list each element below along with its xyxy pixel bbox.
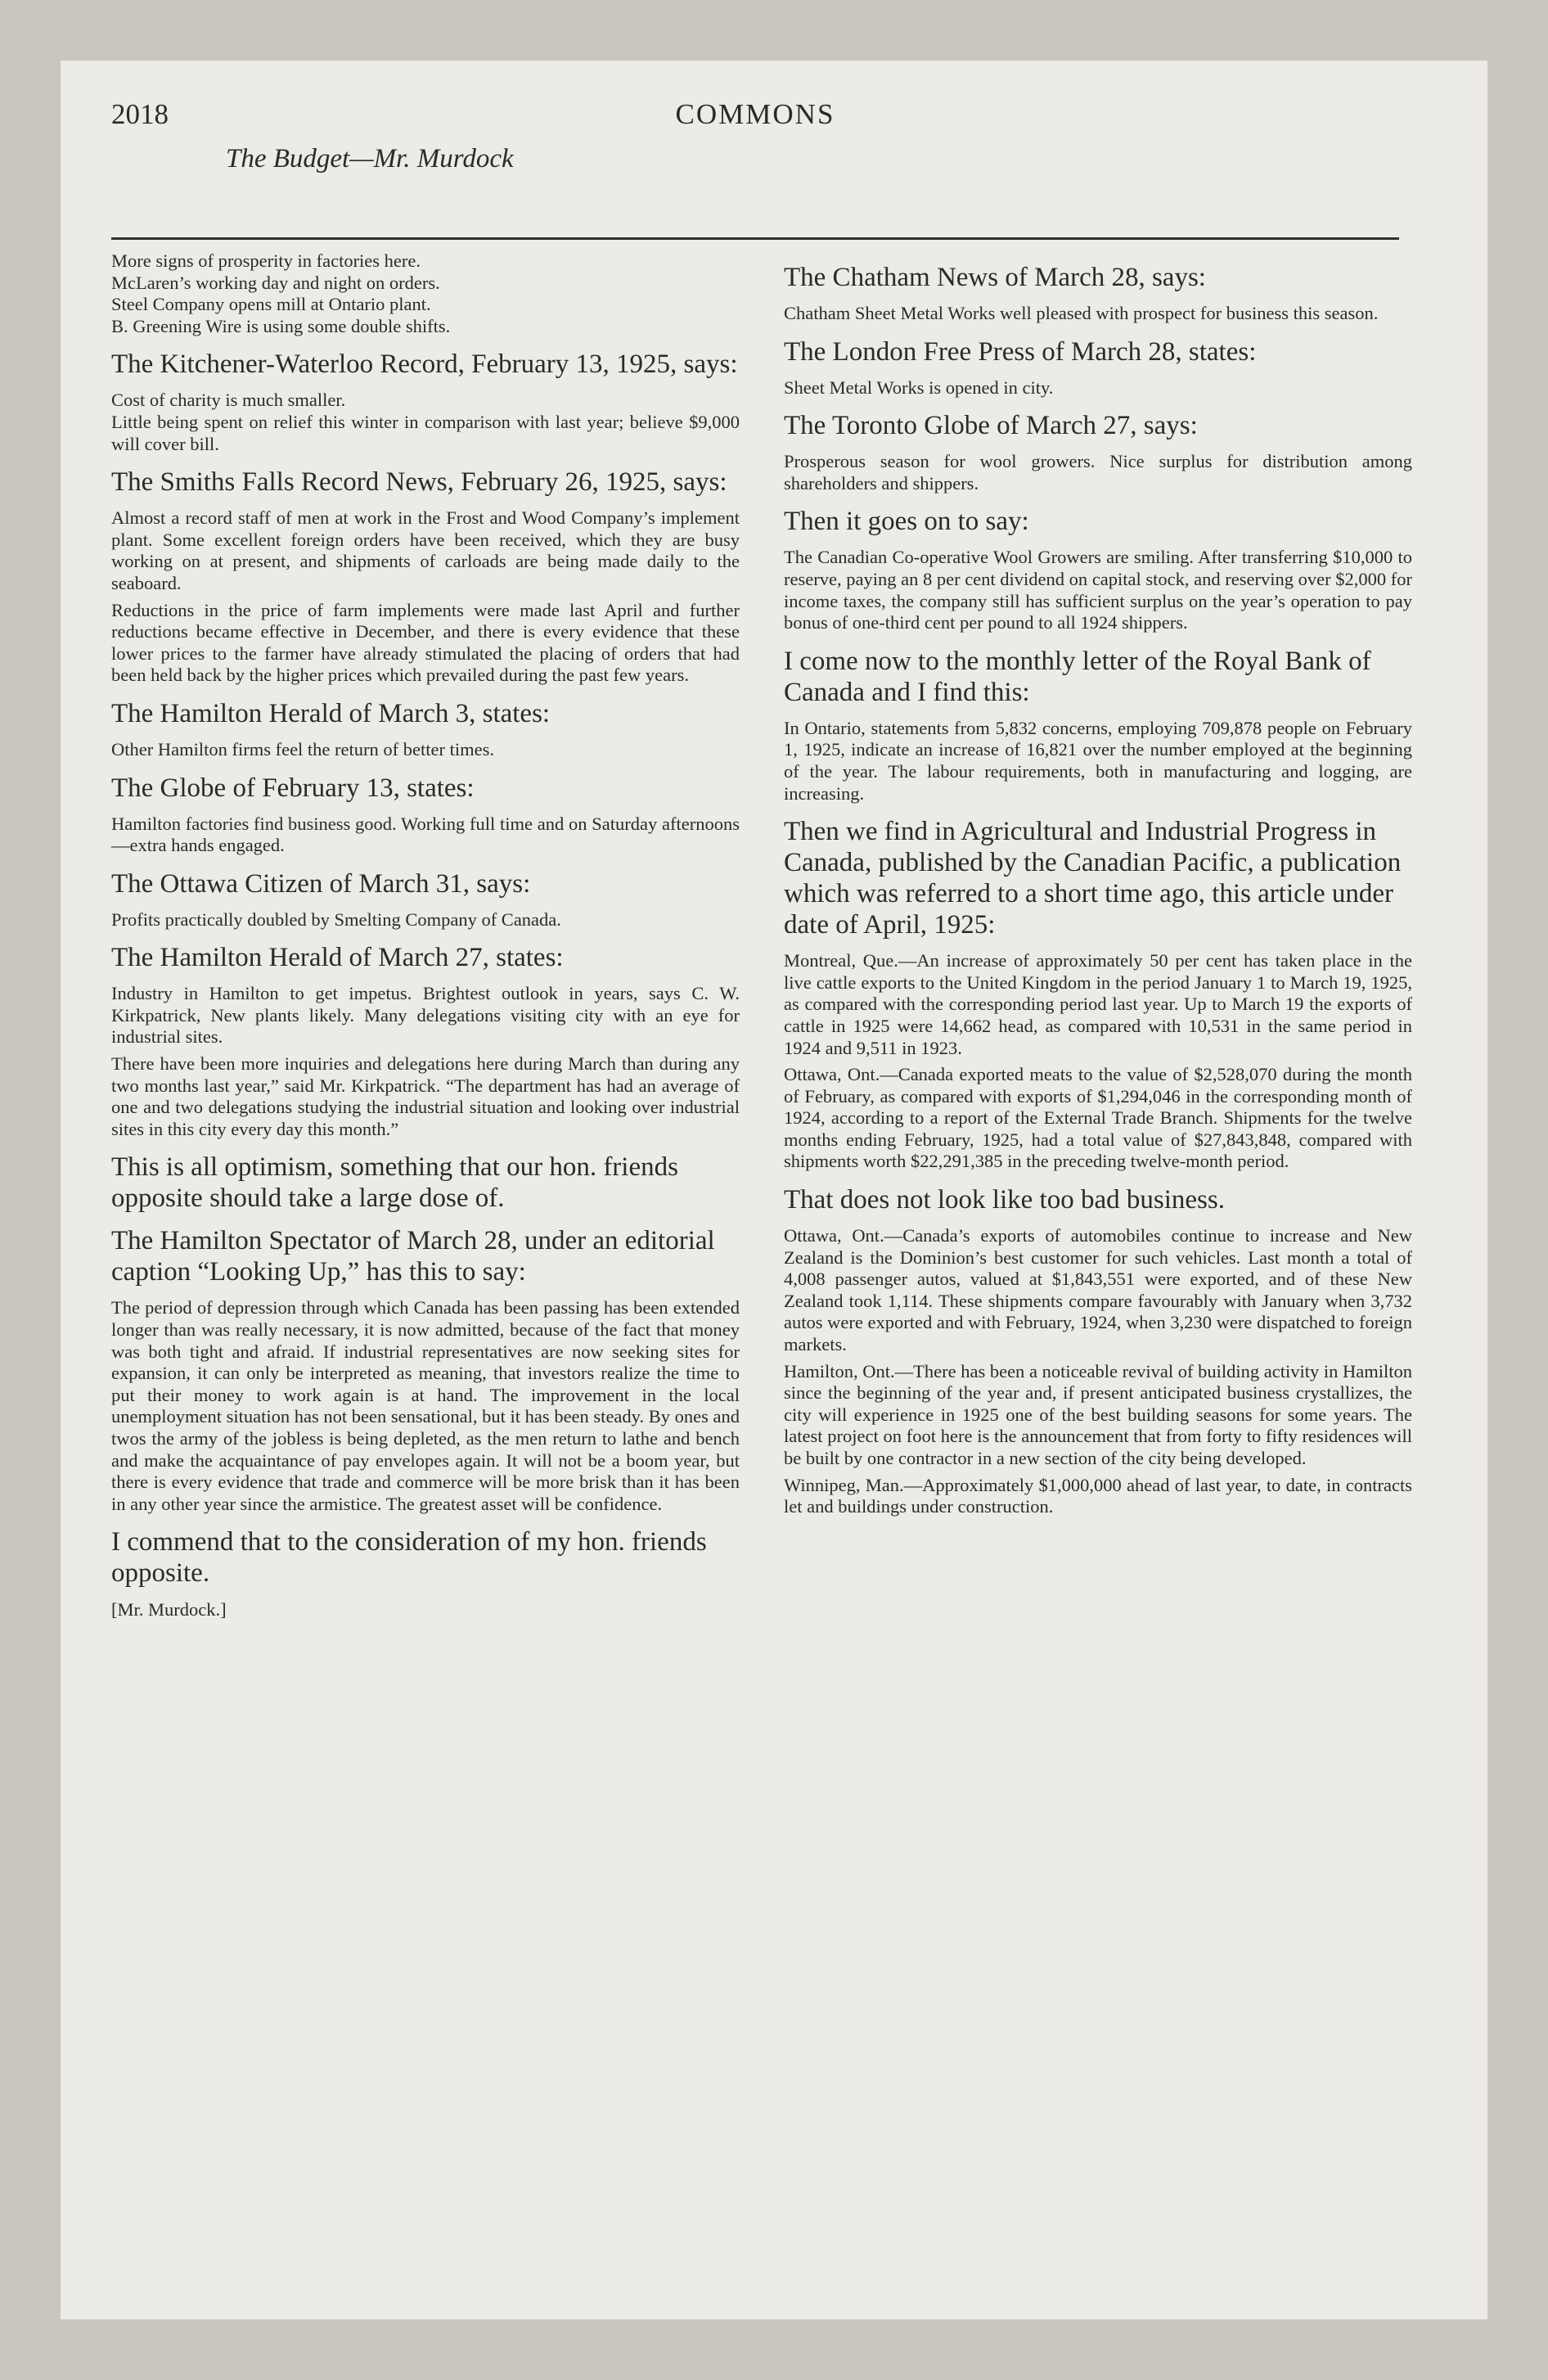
source-heading: Then we find in Agricultural and Industrial Progress in Canada, published by the Canadian Pacific, a publication which was referred to a short time ago, this article under date of April, 1925: (784, 817, 1402, 940)
source-heading: I come now to the monthly letter of the Royal Bank of Canada and I find this: (784, 646, 1371, 707)
source-heading: The London Free Press of March 28, states: (784, 336, 1257, 367)
source-heading: The Chatham News of March 28, says: (784, 263, 1206, 292)
quoted-paragraph: Ottawa, Ont.—Canada exported meats to the value of $2,528,070 during the month of February, as compared with exports of $1,294,046 in the corresponding month of 1924, according to a report of the External Trade Branch. Shipments for the twelve months ending February, 1925, had a total value of $27,843,848, compared with shipments worth $22,291,385 in the preceding twelve-month period. (784, 1064, 1412, 1172)
source-heading: The Kitchener-Waterloo Record, February 13, 1925, says: (111, 349, 738, 380)
quoted-paragraph: Montreal, Que.—An increase of approximately 50 per cent has taken place in the live cattle exports to the United Kingdom in the period January 1 to March 19, 1925, as compared with the corresponding period last year. Up to March 19 the exports of cattle in 1925 were 14,662 head, as compared with 10,531 in the same period in 1924 and 9,511 in 1923. (784, 950, 1412, 1058)
quoted-paragraph: Hamilton, Ont.—There has been a noticeable revival of building activity in Hamilton since the beginning of the year and, if present anticipated business crystallizes, the city will experience in 1925 one of the best building seasons for some years. The latest project on foot here is the announcement that from forty to fifty residences will be built by one contractor in a new section of the city being developed. (784, 1360, 1412, 1468)
source-heading: Then it goes on to say: (784, 507, 1029, 537)
quoted-paragraph: Winnipeg, Man.—Approximately $1,000,000 ahead of last year, to date, in contracts let and buildings under construction. (784, 1474, 1412, 1517)
quoted-paragraph: Profits practically doubled by Smelting Company of Canada. (111, 908, 561, 930)
quoted-paragraph: In Ontario, statements from 5,832 concerns, employing 709,878 people on February 1, 1925, indicate an increase of 16,821 over the number employed at the beginning of the year. The labour requirements, both in manufacturing and logging, are increasing. (784, 717, 1412, 804)
right-column (784, 250, 1412, 1523)
source-heading: I commend that to the consideration of my hon. friends opposite. (111, 1527, 707, 1589)
quoted-paragraph: Other Hamilton firms feel the return of better times. (111, 738, 494, 760)
quoted-paragraph: The period of depression through which Canada has been passing has been extended longer than was really necessary, it is now admitted, because of the fact that money was both tight and afraid. If industrial representatives are now seeking sites for expansion, it can only be interpreted as meaning, that investors realize the time to put their money to work again is at hand. The improvement in the local unemployment situation has not been sensational, but it has been steady. By ones and twos the army of the jobless is being depleted, as the men return to lathe and bench and make the acquaintance of pay envelopes again. It will not be a boom year, but there is every evidence that trade and commerce will be more brisk than it has been in any other year since the armistice. The greatest asset will be confidence. (111, 1297, 740, 1514)
quoted-paragraph: Ottawa, Ont.—Canada’s exports of automobiles continue to increase and New Zealand is the Dominion’s best customer for such vehicles. Last month a total of 4,008 passenger autos, valued at $1,843,551 were exported, and of these New Zealand took 1,114. These shipments compare favourably with January when 3,732 autos were exported and with February, 1924, when 3,230 were dispatched to foreign markets. (784, 1225, 1412, 1355)
source-heading: The Hamilton Herald of March 27, states: (111, 943, 564, 973)
quoted-paragraph: Almost a record staff of men at work in the Frost and Wood Company’s implement plant. Some excellent foreign orders have been received, which they are busy working on at present, and shipments of carloads are being made daily to the seaboard. (111, 507, 740, 593)
running-head: The Budget—Mr. Murdock (226, 144, 514, 174)
source-heading: The Toronto Globe of March 27, says: (784, 411, 1198, 441)
section-title: COMMONS (675, 98, 835, 130)
quoted-paragraph: Cost of charity is much smaller. Little being spent on relief this winter in comparison with last year; believe $9,000 will cover bill. (111, 390, 740, 454)
source-heading: The Hamilton Spectator of March 28, under an editorial caption “Looking Up,” has this to say: (111, 1226, 715, 1287)
quoted-paragraph: Sheet Metal Works is opened in city. (784, 376, 1054, 398)
left-column (111, 250, 740, 1620)
source-heading: The Hamilton Herald of March 3, states: (111, 698, 551, 728)
source-heading: The Ottawa Citizen of March 31, says: (111, 868, 531, 899)
quoted-paragraph: The Canadian Co-operative Wool Growers are smiling. After transferring $10,000 to reserve, paying an 8 per cent dividend on capital stock, and reserving over $2,000 for income taxes, the company still has sufficient surplus on the year’s operation to pay bonus of one-third cent per pound to all 1924 shippers. (784, 547, 1412, 633)
quoted-paragraph: Reductions in the price of farm implements were made last April and further reductions became effective in December, and there is every evidence that these lower prices to the farmer have already stimulated the placing of orders that had been held back by the higher prices which prevailed during the past few years. (111, 599, 740, 686)
source-heading: This is all optimism, something that our hon. friends opposite should take a large dose of. (111, 1152, 678, 1214)
header-rule (111, 237, 1399, 240)
quoted-paragraph: More signs of prosperity in factories here. McLaren’s working day and night on orders. Steel Company opens mill at Ontario plant. B. Greening Wire is using some double shifts. (111, 250, 451, 336)
quoted-paragraph: There have been more inquiries and delegations here during March than during any two months last year,” said Mr. Kirkpatrick. “The department has had an average of one and two delegations studying the industrial situation and looking over industrial sites in this city every day this month.” (111, 1053, 740, 1139)
source-heading: That does not look like too bad business. (784, 1185, 1225, 1215)
quoted-paragraph: Hamilton factories find business good. Working full time and on Saturday afternoons—extra hands engaged. (111, 813, 740, 856)
page-header (111, 98, 1399, 205)
page-number: 2018 (111, 98, 169, 130)
speaker-note: [Mr. Murdock.] (111, 1599, 227, 1620)
quoted-paragraph: Industry in Hamilton to get impetus. Brightest outlook in years, says C. W. Kirkpatrick, New plants likely. Many delegations visiting city with an eye for industrial sites. (111, 983, 740, 1048)
source-heading: The Smiths Falls Record News, February 26, 1925, says: (111, 467, 727, 498)
quoted-paragraph: Prosperous season for wool growers. Nice surplus for distribution among shareholders and shippers. (784, 451, 1412, 494)
quoted-paragraph: Chatham Sheet Metal Works well pleased with prospect for business this season. (784, 303, 1379, 323)
source-heading: The Globe of February 13, states: (111, 773, 475, 803)
